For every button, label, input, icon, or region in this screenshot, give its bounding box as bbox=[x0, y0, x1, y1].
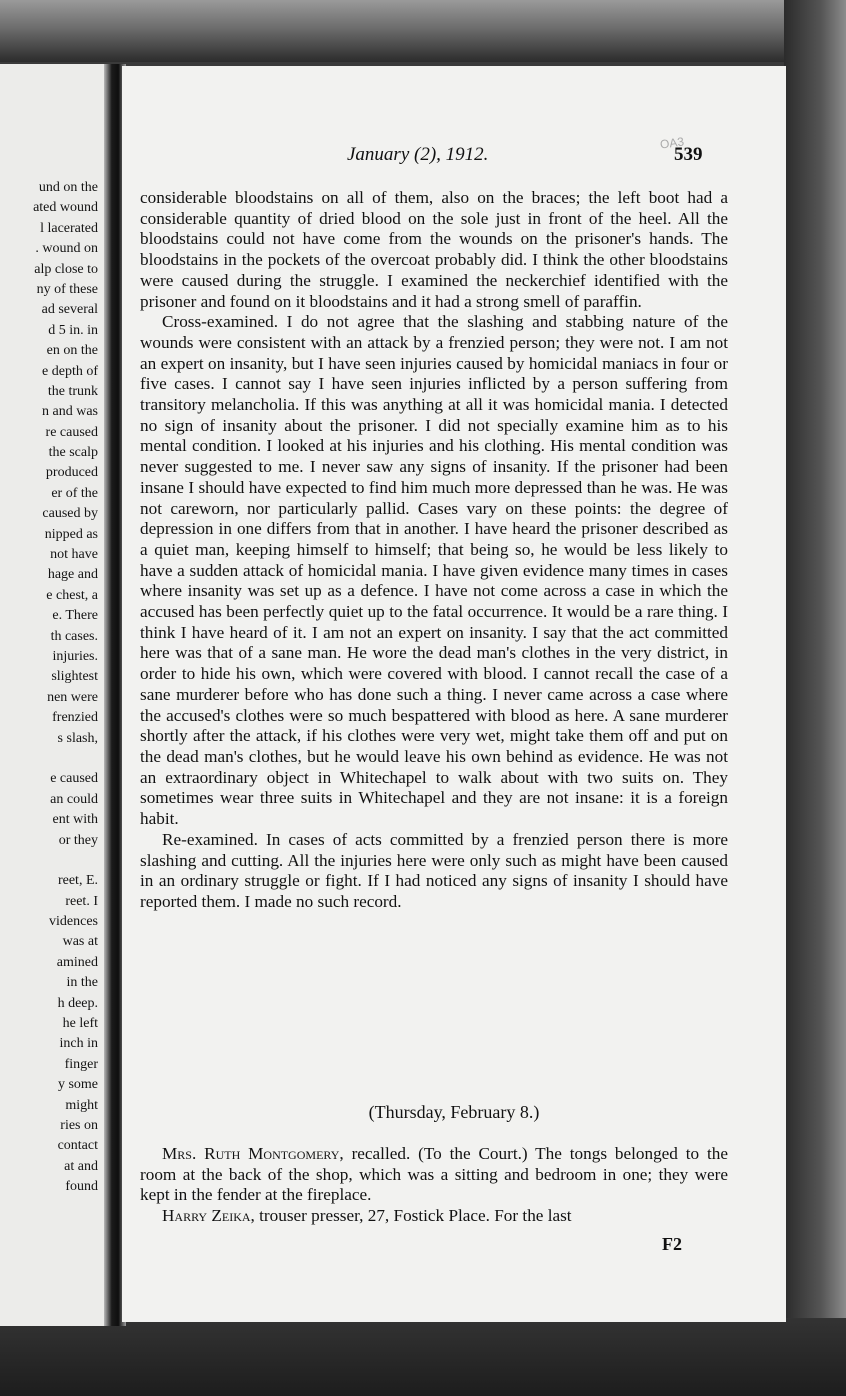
left-page-line: frenzied bbox=[52, 710, 98, 726]
left-page-line: nipped as bbox=[44, 526, 98, 542]
left-page-line bbox=[2, 749, 98, 769]
left-page-line: l lacerated bbox=[40, 220, 98, 236]
left-page-line: y some bbox=[57, 1077, 98, 1093]
left-page-line: amined bbox=[56, 954, 98, 970]
date-heading: (Thursday, February 8.) bbox=[368, 1102, 540, 1122]
witness-statement: , recalled. (To the Court.) The tongs belonged to the room at the back of the shop, which was a sitting and bedroom in one; they were kept in the fender at the fireplace. bbox=[140, 1144, 728, 1205]
left-page-text-column bbox=[2, 178, 98, 1198]
left-page-line: h deep. bbox=[57, 995, 98, 1011]
left-page-line bbox=[2, 851, 98, 871]
paragraph-cross-examined: Cross-examined. I do not agree that the slashing and stabbing nature of the wounds were consistent with an attack by a frenzied person; they were not. I am not an expert on insanity, but I have seen injuries caused by homicidal maniacs in four or five cases. I cannot say I have seen injuries inflicted by a person suffering from transitory melancholia. If this was anything at all it was homicidal mania. I detected no sign of insanity about the prisoner. I did not specially examine him as to his mental condition. I looked at his injuries and his clothing. His mental condition was never suggested to me. I never saw any signs of insanity. If the prisoner had been insane I should have expected to find him much more depressed than he was. He was not careworn, nor particularly pallid. Cases vary on these points: the degree of depression in one differs from that in another. I have heard the prisoner described as a quiet man, keeping himself to himself; that being so, he would be less likely to have a sudden attack of homicidal mania. I have given evidence many times in cases where insanity was set up as a defence. I have not come across a case in which the accused has been perfectly quiet up to the fatal occurrence. It would be a rare thing. I think I have heard of it. I am not an expert on insanity. I say that the act committed here was that of a sane man. He wore the dead man's clothes in the very district, in order to hide his own, which were covered with blood. I cannot recall the case of a sane murderer before who has done such a thing. I never came across a case where the accused's clothes were so much bespattered with blood as here. A sane murderer shortly after the attack, if his clothes were very wet, might take them off and put on the dead man's clothes, but he would leave his own behind as evidence. He was not an extraordinary object in Whitechapel to walk about with two suits on. They sometimes wear three suits in Whitechapel and they are not insane: it is a foreign habit. bbox=[140, 312, 728, 829]
signature-mark: F2 bbox=[662, 1234, 682, 1254]
witness-zeika bbox=[140, 1206, 728, 1227]
left-page-line: e caused bbox=[50, 771, 98, 787]
left-page-line: ny of these bbox=[36, 281, 98, 297]
left-page-line: ated wound bbox=[33, 200, 98, 216]
left-page-line: und on the bbox=[38, 180, 98, 195]
left-page-line: ent with bbox=[52, 812, 98, 828]
left-page-line: reet. I bbox=[65, 893, 98, 909]
left-page-line: n and was bbox=[42, 404, 98, 420]
left-page-line: contact bbox=[57, 1138, 98, 1154]
paragraph-bloodstains: considerable bloodstains on all of them, also on the braces; the left boot had a considerable quantity of dried blood on the sole just in front of the heel. All the bloodstains could not have come from the wounds on the prisoner's hands. The bloodstains in the pockets of the overcoat probably did. I think the other bloodstains were caused during the struggle. I examined the neckerchief identified with the prisoner and found on it bloodstains and it had a strong smell of paraffin. bbox=[140, 188, 728, 311]
left-page-line: nen were bbox=[47, 689, 98, 705]
body-text bbox=[140, 188, 728, 913]
left-page-line: at and bbox=[64, 1158, 98, 1174]
witness-montgomery bbox=[140, 1144, 728, 1206]
left-page-line: caused by bbox=[42, 506, 98, 522]
left-page-line: reet, E. bbox=[57, 873, 98, 889]
scan-background-top bbox=[0, 0, 846, 62]
left-page-line: might bbox=[65, 1097, 98, 1113]
left-page-line: an could bbox=[50, 791, 98, 807]
left-page-line: finger bbox=[64, 1056, 98, 1072]
left-page-line: e. There bbox=[52, 608, 98, 624]
left-page-line: was at bbox=[62, 934, 98, 950]
scan-background-bottom bbox=[0, 1318, 846, 1396]
left-page-line: . wound on bbox=[35, 241, 98, 257]
left-page-line: injuries. bbox=[52, 648, 98, 664]
left-page-line: en on the bbox=[46, 343, 98, 359]
left-page-line: ad several bbox=[41, 302, 98, 318]
page-number: 539 bbox=[674, 144, 703, 165]
left-page-line: inch in bbox=[59, 1036, 98, 1052]
paragraph-re-examined: Re-examined. In cases of acts committed by a frenzied person there is more slashing and cutting. All the injuries here were only such as might have been caused in an ordinary struggle or fight. If I had noticed any signs of insanity I should have reported them. I made no such record. bbox=[140, 829, 728, 911]
archive-stamp: OA3 bbox=[659, 134, 685, 152]
left-page-line: or they bbox=[58, 832, 98, 848]
left-page-line: the trunk bbox=[47, 383, 98, 399]
left-page-line: in the bbox=[66, 975, 98, 991]
witness-testimony bbox=[140, 1144, 728, 1227]
left-page-line: found bbox=[65, 1179, 98, 1195]
left-page-line: ries on bbox=[60, 1117, 98, 1133]
left-page-line: hage and bbox=[47, 567, 98, 583]
witness-name: Harry Zeika bbox=[162, 1206, 251, 1226]
left-page-line: vidences bbox=[49, 914, 98, 930]
left-page-line: alp close to bbox=[34, 261, 98, 277]
left-page-line: re caused bbox=[45, 424, 98, 440]
left-page-line: th cases. bbox=[50, 628, 98, 644]
left-page-line: er of the bbox=[51, 485, 98, 501]
running-title: January (2), 1912. bbox=[347, 144, 489, 165]
left-page-line: e depth of bbox=[42, 363, 98, 379]
witness-statement: , trouser presser, 27, Fostick Place. For the last bbox=[250, 1206, 572, 1226]
right-page bbox=[122, 66, 786, 1322]
left-page-line: not have bbox=[50, 547, 98, 563]
left-page-line: he left bbox=[62, 1016, 98, 1032]
scan-background-right bbox=[784, 0, 846, 1396]
left-page-line: d 5 in. in bbox=[48, 322, 98, 338]
left-page-line: produced bbox=[45, 465, 98, 481]
left-page-edge bbox=[0, 64, 104, 1326]
page-header bbox=[122, 144, 786, 170]
left-page-line: s slash, bbox=[57, 730, 98, 746]
witness-name: Mrs. Ruth Montgomery bbox=[162, 1144, 340, 1163]
left-page-line: e chest, a bbox=[46, 587, 98, 603]
left-page-line: the scalp bbox=[48, 445, 98, 461]
left-page-line: slightest bbox=[51, 669, 98, 685]
